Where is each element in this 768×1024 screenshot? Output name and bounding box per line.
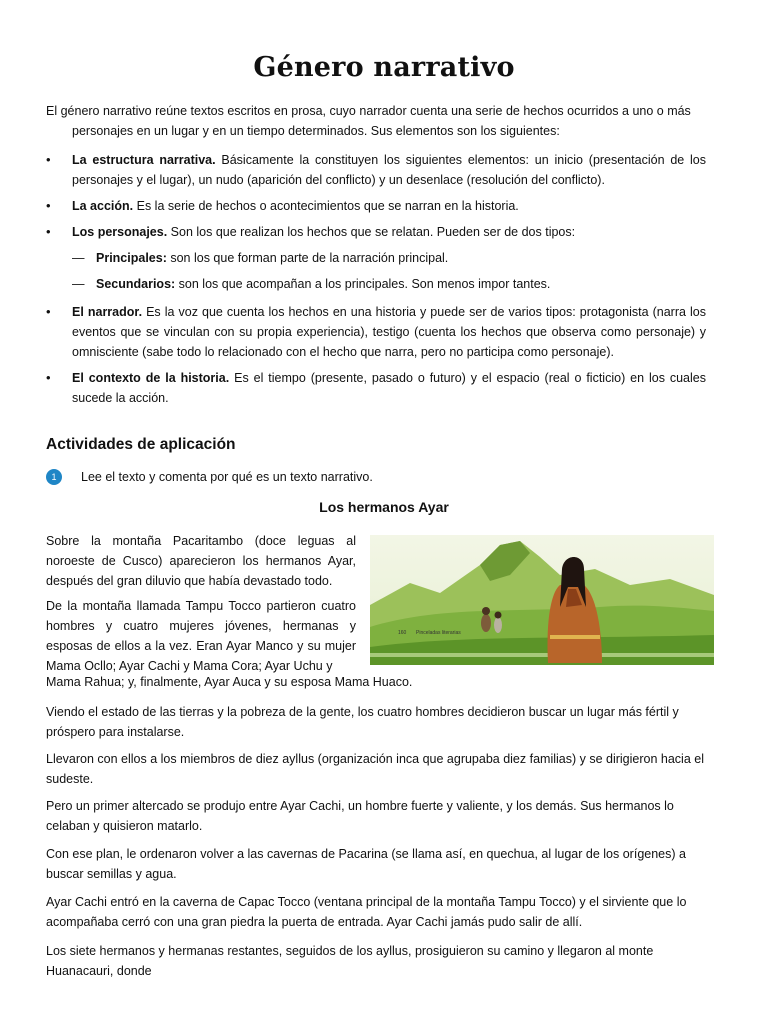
story-paragraph-1: Sobre la montaña Pacaritambo (doce leguas al noroeste de Cusco) aparecieron los hermanos Ayar, después del gran diluvio que había devastado todo. [46, 534, 356, 588]
story-paragraph-5: Pero un primer altercado se produjo entre Ayar Cachi, un hombre fuerte y valiente, y los demás. Sus hermanos lo celaban y quisieron matarlo. [46, 799, 674, 833]
list-item-accion [46, 196, 706, 216]
intro-paragraph: El género narrativo reúne textos escritos en prosa, cuyo narrador cuenta una serie de hechos ocurridos a uno o más personajes en un lugar y en un tiempo determinados. Sus elementos son los siguientes: [46, 104, 691, 138]
elements-list [46, 150, 706, 408]
text-accion: Es la serie de hechos o acontecimientos que se narran en la historia. [133, 199, 519, 213]
text-narrador: Es la voz que cuenta los hechos en una historia y puede ser de varios tipos: protagonista (narra los eventos que se vinculan con su propia experiencia), testigo (cuenta los hechos que observa como personaje) y omnisciente (sabe todo lo relacionado con el hecho que narra, pero no participa como personaje). [72, 305, 706, 359]
term-estructura: La estructura narrativa. [72, 153, 216, 167]
story-title: Los hermanos Ayar [319, 499, 449, 515]
term-secundarios: Secundarios: [96, 277, 176, 291]
story-paragraph-4: Llevaron con ellos a los miembros de diez ayllus (organización inca que agrupaba diez familias) y se dirigieron hacia el sudeste. [46, 752, 704, 786]
text-contexto: Es el tiempo (presente, pasado o futuro) y el espacio (real o ficticio) en los cuales sucede la acción. [72, 371, 706, 405]
term-contexto: El contexto de la historia. [72, 371, 230, 385]
term-personajes: Los personajes. [72, 225, 168, 239]
activity-text: Lee el texto y comenta por qué es un texto narrativo. [81, 470, 373, 484]
sub-item-secundarios [72, 274, 706, 294]
story-paragraph-7: Ayar Cachi entró en la caverna de Capac Tocco (ventana principal de la montaña Tampu Tocco) y el sirviente que lo acompañaba cerró con una gran piedra la puerta de entrada. Ayar Cachi jamás pudo salir de allí. [46, 895, 687, 929]
image-caption: Pinceladas literarias [416, 630, 461, 636]
image-page-number: 160 [398, 630, 407, 636]
list-item-personajes [46, 222, 706, 294]
story-paragraph-2-end: Mama Rahua; y, finalmente, Ayar Auca y su esposa Mama Huaco. [46, 675, 413, 689]
activity-item-1 [46, 467, 373, 487]
page-title: Género narrativo [253, 52, 515, 83]
activity-number-badge: 1 [46, 469, 62, 485]
text-principales: son los que forman parte de la narración principal. [166, 251, 449, 265]
list-item-contexto [46, 368, 706, 408]
term-principales: Principales: [96, 251, 167, 265]
story-paragraph-3: Viendo el estado de las tierras y la pobreza de la gente, los cuatro hombres decidieron buscar un lugar más fértil y próspero para instalarse. [46, 705, 679, 739]
list-item-narrador [46, 302, 706, 362]
term-accion: La acción. [72, 199, 134, 213]
story-illustration [370, 535, 714, 665]
sub-item-principales [72, 248, 706, 268]
text-estructura: Básicamente la constituyen los siguientes elementos: un inicio (presentación de los personajes y el lugar), un nudo (aparición del conflicto) y un desenlace (resolución del conflicto). [72, 153, 706, 187]
activities-heading: Actividades de aplicación [46, 436, 236, 453]
story-paragraph-2: De la montaña llamada Tampu Tocco partieron cuatro hombres y cuatro mujeres jóvenes, hermanas y esposas de ellos a la vez. Eran Ayar Manco y su mujer Mama Ocllo; Ayar Cachi y Mama Cora; Ayar Uchu y [46, 599, 356, 673]
list-item-estructura [46, 150, 706, 190]
andes-landscape-image [370, 535, 714, 665]
term-narrador: El narrador. [72, 305, 143, 319]
story-paragraph-8: Los siete hermanos y hermanas restantes, seguidos de los ayllus, prosiguieron su camino y llegaron al monte Huanacauri, donde [46, 944, 654, 978]
story-paragraph-6: Con ese plan, le ordenaron volver a las cavernas de Pacarina (se llama así, en quechua, al lugar de los orígenes) a buscar semillas y agua. [46, 847, 686, 881]
text-personajes: Son los que realizan los hechos que se relatan. Pueden ser de dos tipos: [167, 225, 576, 239]
text-secundarios: son los que acompañan a los principales. Son menos impor tantes. [175, 277, 551, 291]
